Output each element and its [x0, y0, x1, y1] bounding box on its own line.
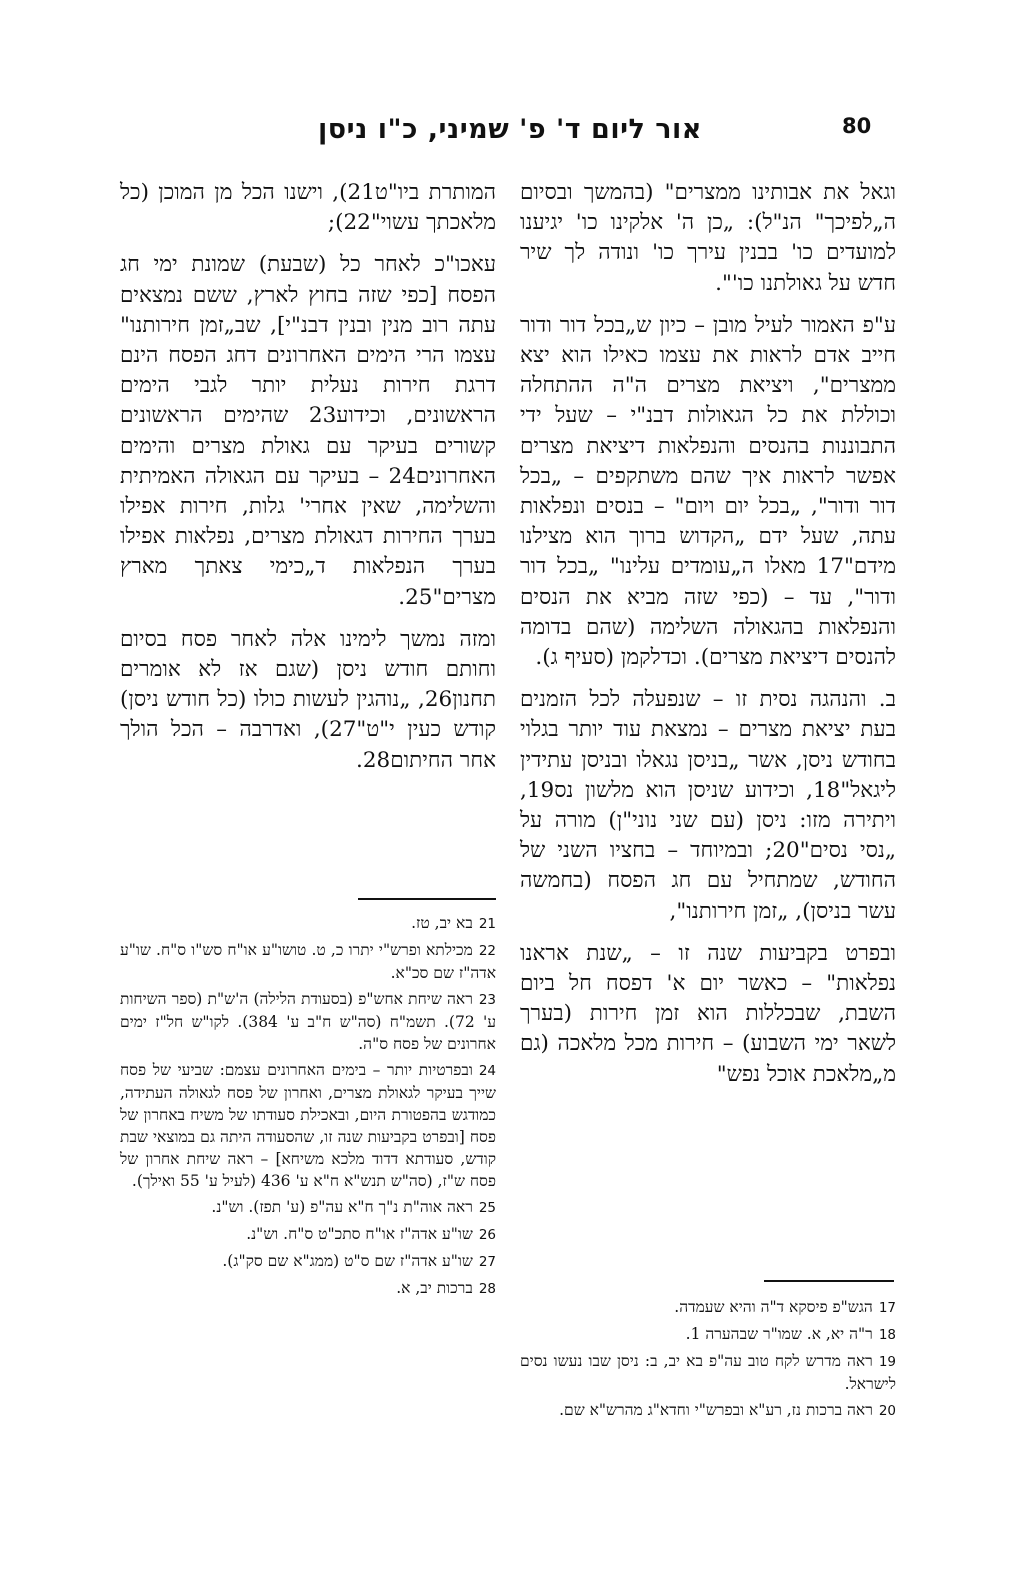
footnote-text: ראה אוה"ת נ"ך ח"א עה"פ (ע' תפז). וש"נ. [211, 1198, 473, 1216]
footnote-text: ברכות יב, א. [396, 1279, 473, 1297]
paragraph: ב. והנהגה נסית זו – שנפעלה לכל הזמנים בעת יציאת מצרים – נמצאת עוד יותר בגלוי בחודש ניסן, אשר „בניסן נגאלו ובניסן עתידין ליגאל"18, וכידוע שניסן הוא מלשון נס19, ויתירה מזו: ניסן (עם שני נוני"ן) מורה על „נסי נסים"20; ובמיוחד – בחציו השני של החודש, שמתחיל עם חג הפסח (בחמשה עשר בניסן), „זמן חירותנו", [520, 687, 896, 924]
paragraph: המותרת ביו"ט21), וישנו הכל מן המוכן (כל מלאכתך עשוי"22); [120, 180, 496, 236]
footnote [120, 1250, 496, 1273]
footnote-number: 27 [478, 1254, 496, 1270]
footnote [120, 912, 496, 935]
footnote-text: הגש"פ פיסקא ד"ה והיא שעמדה. [674, 1298, 873, 1316]
paragraph: עאכו"כ לאחר כל (שבעת) שמונת ימי חג הפסח [כפי שזה בחוץ לארץ, ששם נמצאים עתה רוב מנין ובנין דבנ"י], שב„זמן חירותנו" עצמו הרי הימים האחרונים דחג הפסח הינם דרגת חירות נעלית יותר לגבי הימים הראשונים, וכידוע23 שהימים הראשונים קשורים בעיקר עם גאולת מצרים והימים האחרונים24 – בעיקר עם הגאולה האמיתית והשלימה, שאין אחרי' גלות, חירות אפילו בערך החירות דגאולת מצרים, נפלאות אפילו בערך הנפלאות ד„כימי צאתך מארץ מצרים"25. [120, 252, 496, 610]
right-column [520, 178, 896, 1102]
footnote-number: 24 [478, 1063, 496, 1079]
footnote-number: 28 [478, 1281, 496, 1297]
footnote [120, 988, 496, 1055]
footnote [120, 1059, 496, 1192]
footnote-number: 25 [478, 1200, 496, 1216]
footnote-number: 21 [478, 916, 496, 932]
footnote-number: 17 [878, 1300, 896, 1316]
footnote-number: 23 [478, 992, 496, 1008]
footnote [520, 1323, 896, 1346]
footnote-divider [764, 1280, 894, 1282]
footnotes-left [120, 912, 496, 1304]
page-header [0, 108, 1024, 154]
footnote [520, 1296, 896, 1319]
footnote-divider [358, 898, 496, 900]
footnote [520, 1399, 896, 1422]
footnotes-right [520, 1296, 896, 1426]
footnote-text: ובפרטיות יותר – בימים האחרונים עצמם: שביעי של פסח שייך בעיקר לגאולת מצרים, ואחרון של פסח לגאולה העתידה, כמודגש בהפטורת היום, ובאכילת סעודתו של משיח באחרון של פסח [ובפרט בקביעות שנה זו, שהסעודה היתה גם במוצאי שבת קודש, סעודתא דדוד מלכא משיחא] – ראה שיחת אחרון של פסח ש"ז, (סה"ש תנש"א ח"א ע' 436 (לעיל ע' 55 ואילך). [120, 1061, 496, 1190]
paragraph: ומזה נמשך לימינו אלה לאחר פסח בסיום וחותם חודש ניסן (שגם אז לא אומרים תחנון26, „נוהגין לעשות כולו (כל חודש ניסן) קודש כעין י"ט"27), ואדרבה – הכל הולך אחר החיתום28. [120, 626, 497, 773]
footnote-text: שו"ע אדה"ז שם ס"ט (ממג"א שם סק"ג). [222, 1252, 473, 1270]
footnote-text: מכילתא ופרש"י יתרו כ, ט. טושו"ע או"ח סש"ו ס"ח. שו"ע אדה"ז שם סכ"א. [120, 941, 496, 982]
footnote-number: 22 [478, 943, 496, 959]
footnote-text: ראה ברכות נז, רע"א ובפרש"י וחדא"ג מהרש"א שם. [559, 1401, 873, 1419]
footnote-number: 26 [478, 1227, 496, 1243]
footnote-text: בא יב, טז. [411, 914, 473, 932]
footnote [120, 939, 496, 984]
footnote [520, 1350, 896, 1395]
footnote [120, 1223, 496, 1246]
footnote-text: ראה שיחת אחש"פ (בסעודת הלילה) ה'ש"ת (ספר השיחות ע' 72). תשמ"ח (סה"ש ח"ב ע' 384). לקו"ש חל"ז ימים אחרונים של פסח ס"ה. [120, 990, 497, 1053]
footnote-number: 20 [878, 1403, 896, 1419]
page-number: 80 [842, 114, 872, 138]
footnote-text: שו"ע אדה"ז או"ח סתכ"ט ס"ח. וש"נ. [246, 1225, 473, 1243]
footnote-number: 18 [878, 1327, 896, 1343]
paragraph: ע"פ האמור לעיל מובן – כיון ש„בכל דור ודור חייב אדם לראות את עצמו כאילו הוא יצא ממצרים", ויציאת מצרים ה"ה ההתחלה וכוללת את כל הגאולות דבנ"י – שעל ידי התבוננות בהנסים והנפלאות דיציאת מצרים אפשר לראות איך שהם משתקפים – „בכל דור ודור", „בכל יום ויום" – בנסים ונפלאות עתה, שעל ידם „הקדוש ברוך הוא מצילנו מידם"17 מאלו ה„עומדים עלינו" „בכל דור ודור", עד – (כפי שזה מביא את הנסים והנפלאות בהגאולה השלימה (שהם בדומה להנסים דיציאת מצרים). וכדלקמן (סעיף ג). [520, 312, 896, 671]
paragraph: וגאל את אבותינו ממצרים" (בהמשך ובסיום ה„לפיכך" הנ"ל): „כן ה' אלקינו כו' יגיענו למועדים כו' בבנין עירך כו' ונודה לך שיר חדש על גאולתנו כו'". [520, 180, 896, 296]
footnote-number: 19 [878, 1354, 896, 1370]
footnote [120, 1277, 496, 1300]
footnote [120, 1196, 496, 1219]
page-title: אור ליום ד' פ' שמיני, כ"ו ניסן [318, 114, 702, 145]
footnote-text: ר"ה יא, א. שמו"ר שבהערה 1. [685, 1325, 873, 1343]
footnote-text: ראה מדרש לקח טוב עה"פ בא יב, ב: ניסן שבו נעשו נסים לישראל. [520, 1352, 896, 1393]
paragraph: ובפרט בקביעות שנה זו – „שנת אראנו נפלאות" – כאשר יום א' דפסח חל ביום השבת, שבכללות הוא זמן חירות (בערך לשאר ימי השבוע) – חירות מכל מלאכה (גם מ„מלאכת אוכל נפש" [520, 940, 896, 1087]
left-column [120, 178, 496, 788]
